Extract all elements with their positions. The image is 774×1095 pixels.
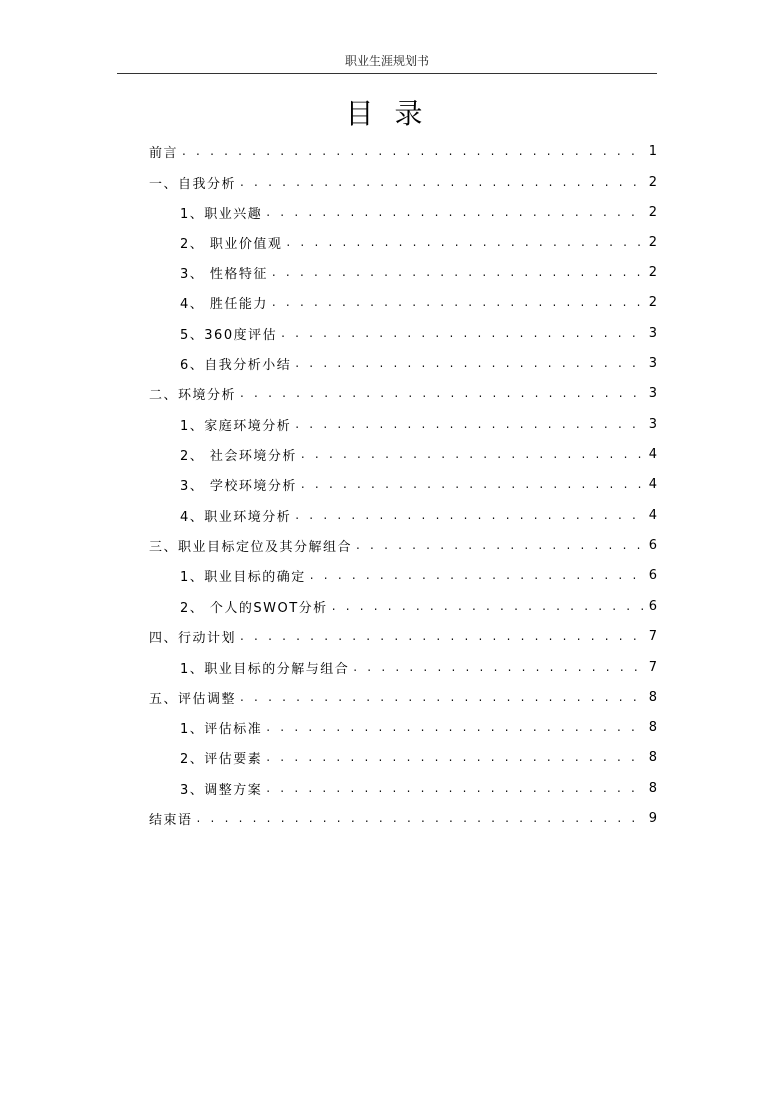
toc-entry-label: 前言 <box>149 145 179 161</box>
toc-page-number: 8 <box>648 780 657 796</box>
toc-entry-career-interest[interactable] <box>180 201 657 223</box>
toc-page-number: 8 <box>648 749 657 765</box>
toc-page-number: 3 <box>648 416 657 432</box>
toc-entry-evaluation[interactable] <box>149 686 657 708</box>
toc-entry-competency[interactable] <box>180 291 657 313</box>
dot-leader <box>272 295 645 309</box>
toc-entry-label: 2、 职业价值观 <box>180 236 283 252</box>
toc-entry-label: 2、 个人的SWOT分析 <box>180 600 328 616</box>
dot-leader <box>266 750 645 764</box>
toc-entry-label: 三、职业目标定位及其分解组合 <box>149 539 353 555</box>
dot-leader <box>266 205 645 219</box>
toc-entry-label: 1、评估标准 <box>180 721 263 737</box>
toc-entry-career-goal[interactable] <box>149 534 657 556</box>
toc-entry-school-environment[interactable] <box>180 473 657 495</box>
dot-leader <box>295 356 645 370</box>
toc-entry-label: 五、评估调整 <box>149 691 237 707</box>
toc-entry-evaluation-factors[interactable] <box>180 746 657 768</box>
dot-leader <box>356 538 645 552</box>
dot-leader <box>240 690 645 704</box>
toc-page-number: 2 <box>648 204 657 220</box>
toc-entry-career-values[interactable] <box>180 231 657 253</box>
toc-page-number: 7 <box>648 659 657 675</box>
toc-entry-goal-breakdown[interactable] <box>180 656 657 678</box>
dot-leader <box>332 599 645 613</box>
toc-entry-family-environment[interactable] <box>180 413 657 435</box>
toc-entry-conclusion[interactable] <box>149 807 657 829</box>
toc-entry-label: 二、环境分析 <box>149 387 237 403</box>
toc-page-number: 4 <box>648 446 657 462</box>
dot-leader <box>310 568 645 582</box>
toc-page-number: 9 <box>648 810 657 826</box>
toc-entry-action-plan[interactable] <box>149 625 657 647</box>
toc-entry-self-analysis[interactable] <box>149 171 657 193</box>
toc-entry-self-summary[interactable] <box>180 352 657 374</box>
toc-entry-career-environment[interactable] <box>180 504 657 526</box>
dot-leader <box>301 477 645 491</box>
toc-page-number: 8 <box>648 719 657 735</box>
dot-leader <box>240 386 645 400</box>
dot-leader <box>281 326 645 340</box>
toc-entry-personality[interactable] <box>180 261 657 283</box>
toc-page-number: 1 <box>648 143 657 159</box>
toc-page-number: 3 <box>648 385 657 401</box>
dot-leader <box>301 447 645 461</box>
dot-leader <box>353 660 645 674</box>
toc-page-number: 7 <box>648 628 657 644</box>
toc-entry-label: 四、行动计划 <box>149 630 237 646</box>
toc-entry-label: 3、调整方案 <box>180 782 263 798</box>
toc-page-number: 3 <box>648 325 657 341</box>
toc-entry-adjustment-plan[interactable] <box>180 777 657 799</box>
dot-leader <box>266 781 645 795</box>
dot-leader <box>295 508 645 522</box>
toc-title: 目 录 <box>345 97 429 130</box>
toc-entry-label: 2、 社会环境分析 <box>180 448 297 464</box>
toc-page-number: 8 <box>648 689 657 705</box>
toc-entry-label: 6、自我分析小结 <box>180 357 292 373</box>
dot-leader <box>266 720 645 734</box>
toc-page-number: 6 <box>648 567 657 583</box>
toc-page-number: 2 <box>648 294 657 310</box>
toc-entry-label: 1、家庭环境分析 <box>180 418 292 434</box>
toc-entry-label: 1、职业目标的确定 <box>180 569 306 585</box>
toc-page-number: 2 <box>648 264 657 280</box>
toc-entry-label: 3、 性格特征 <box>180 266 268 282</box>
toc-entry-label: 2、评估要素 <box>180 751 263 767</box>
dot-leader <box>240 175 645 189</box>
toc-page-number: 4 <box>648 507 657 523</box>
toc-entry-swot[interactable] <box>180 595 657 617</box>
dot-leader <box>197 811 645 825</box>
toc-entry-social-environment[interactable] <box>180 443 657 465</box>
toc-page-number: 6 <box>648 537 657 553</box>
toc-page-number: 4 <box>648 476 657 492</box>
toc-entry-evaluation-criteria[interactable] <box>180 716 657 738</box>
toc-entry-label: 1、职业目标的分解与组合 <box>180 661 350 677</box>
dot-leader <box>272 265 645 279</box>
toc-entry-label: 3、 学校环境分析 <box>180 478 297 494</box>
dot-leader <box>240 629 645 643</box>
toc-entry-label: 1、职业兴趣 <box>180 206 263 222</box>
toc-entry-label: 5、360度评估 <box>180 327 278 343</box>
toc-entry-label: 4、 胜任能力 <box>180 296 268 312</box>
toc-entry-label: 4、职业环境分析 <box>180 509 292 525</box>
toc-page-number: 2 <box>648 174 657 190</box>
toc-page-number: 6 <box>648 598 657 614</box>
toc-entry-preface[interactable] <box>149 140 657 162</box>
dot-leader <box>295 417 645 431</box>
toc-entry-environment-analysis[interactable] <box>149 382 657 404</box>
toc-entry-goal-determination[interactable] <box>180 564 657 586</box>
toc-entry-label: 一、自我分析 <box>149 176 237 192</box>
toc-entry-360-review[interactable] <box>180 322 657 344</box>
toc-page-number: 2 <box>648 234 657 250</box>
running-header: 职业生涯规划书 <box>344 54 429 68</box>
dot-leader <box>286 235 645 249</box>
toc-page-number: 3 <box>648 355 657 371</box>
dot-leader <box>182 144 645 158</box>
toc-entry-label: 结束语 <box>149 812 193 828</box>
